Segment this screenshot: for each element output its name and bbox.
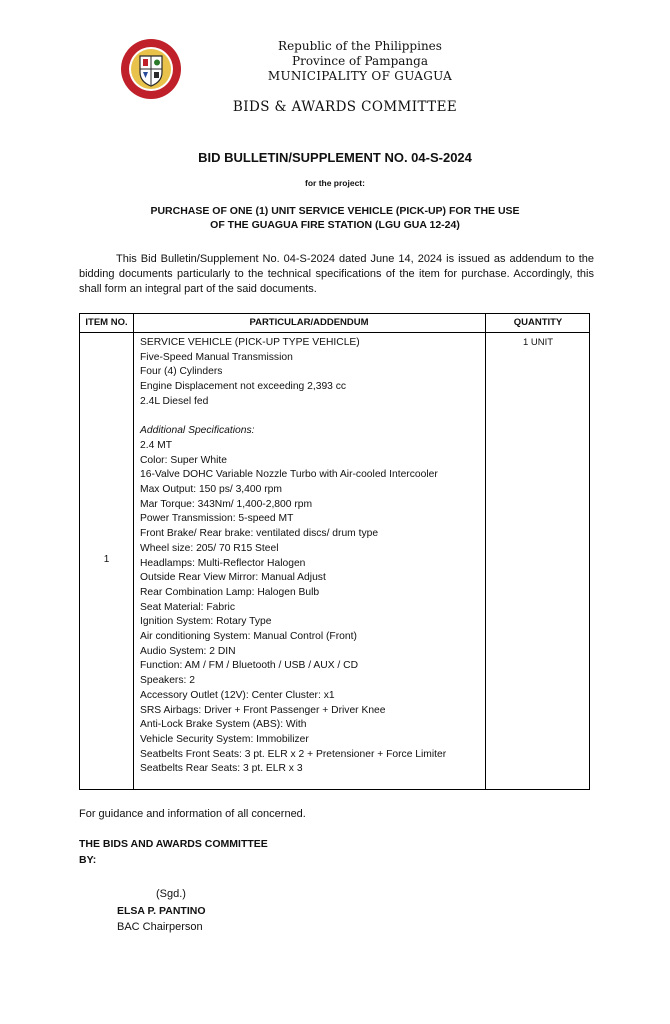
signed-mark: (Sgd.) — [156, 888, 186, 900]
signer-name: ELSA P. PANTINO — [117, 905, 206, 917]
specs-table — [79, 313, 590, 790]
additional-spec-line: Function: AM / FM / Bluetooth / USB / AUX / CD — [140, 660, 359, 672]
project-title-line1: PURCHASE OF ONE (1) UNIT SERVICE VEHICLE (PICK-UP) FOR THE USE — [150, 205, 520, 217]
spec-line: Five-Speed Manual Transmission — [140, 351, 293, 363]
intro-text: This Bid Bulletin/Supplement No. 04-S-2024 dated June 14, 2024 is issued as addendum to the bidding documents particularly to the technical specifications of the item for purchase. Accordingly, this shall form an integral part of the said documents. — [79, 253, 594, 295]
quantity-cell: 1 UNIT — [522, 337, 554, 348]
header-item-no: ITEM NO. — [85, 317, 128, 328]
header-particular: PARTICULAR/ADDENDUM — [249, 317, 369, 328]
additional-spec-line: Vehicle Security System: Immobilizer — [140, 733, 309, 745]
additional-spec-line: SRS Airbags: Driver + Front Passenger + Driver Knee — [140, 704, 386, 716]
additional-spec-line: 2.4 MT — [140, 439, 173, 451]
additional-spec-line: Air conditioning System: Manual Control (Front) — [140, 631, 357, 643]
additional-spec-line: Seat Material: Fabric — [140, 601, 235, 613]
intro-paragraph — [79, 252, 594, 297]
additional-spec-line: Seatbelts Rear Seats: 3 pt. ELR x 3 — [140, 763, 303, 775]
additional-spec-line: Anti-Lock Brake System (ABS): With — [140, 719, 307, 731]
additional-spec-line: Mar Torque: 343Nm/ 1,400-2,800 rpm — [140, 498, 313, 510]
header-municipality: MUNICIPALITY OF GUAGUA — [267, 69, 453, 83]
spec-line: 2.4L Diesel fed — [140, 395, 209, 407]
header-committee: BIDS & AWARDS COMMITTEE — [232, 99, 458, 115]
table-divider — [485, 314, 486, 789]
additional-spec-line: 16-Valve DOHC Variable Nozzle Turbo with Air-cooled Intercooler — [140, 469, 438, 481]
by-label: BY: — [79, 854, 97, 866]
additional-spec-line: Seatbelts Front Seats: 3 pt. ELR x 2 + Pretensioner + Force Limiter — [140, 748, 447, 760]
additional-spec-line: Power Transmission: 5-speed MT — [140, 513, 294, 525]
header-quantity: QUANTITY — [513, 317, 563, 328]
additional-spec-line: Wheel size: 205/ 70 R15 Steel — [140, 542, 279, 554]
additional-spec-line: Outside Rear View Mirror: Manual Adjust — [140, 572, 326, 584]
additional-spec-line: Audio System: 2 DIN — [140, 645, 236, 657]
particular-cell — [140, 336, 446, 777]
header-country: Republic of the Philippines — [278, 39, 442, 53]
additional-spec-line: Headlamps: Multi-Reflector Halogen — [140, 557, 306, 569]
additional-spec-line: Speakers: 2 — [140, 675, 195, 687]
spacer — [140, 410, 446, 425]
additional-spec-label: Additional Specifications: — [140, 425, 255, 437]
guidance-note: For guidance and information of all concerned. — [79, 808, 306, 820]
committee-name: THE BIDS AND AWARDS COMMITTEE — [79, 838, 268, 850]
additional-spec-line: Ignition System: Rotary Type — [140, 616, 272, 628]
signer-role: BAC Chairperson — [117, 921, 203, 933]
spec-line: Engine Displacement not exceeding 2,393 cc — [140, 381, 347, 393]
municipal-seal-icon — [120, 38, 182, 100]
item-number-cell: 1 — [103, 554, 110, 565]
header-province: Province of Pampanga — [292, 54, 428, 68]
spec-line: SERVICE VEHICLE (PICK-UP TYPE VEHICLE) — [140, 337, 360, 348]
for-project-label: for the project: — [305, 178, 365, 188]
additional-spec-line: Color: Super White — [140, 454, 227, 466]
bulletin-title: BID BULLETIN/SUPPLEMENT NO. 04-S-2024 — [198, 150, 472, 165]
additional-spec-line: Max Output: 150 ps/ 3,400 rpm — [140, 484, 282, 496]
additional-spec-line: Rear Combination Lamp: Halogen Bulb — [140, 586, 320, 598]
additional-spec-line: Accessory Outlet (12V): Center Cluster: x1 — [140, 689, 335, 701]
table-header-divider — [80, 332, 589, 333]
additional-spec-line: Front Brake/ Rear brake: ventilated discs/ drum type — [140, 528, 379, 540]
spec-line: Four (4) Cylinders — [140, 366, 223, 378]
project-title-line2: OF THE GUAGUA FIRE STATION (LGU GUA 12-24) — [210, 219, 460, 231]
table-divider — [133, 314, 134, 789]
